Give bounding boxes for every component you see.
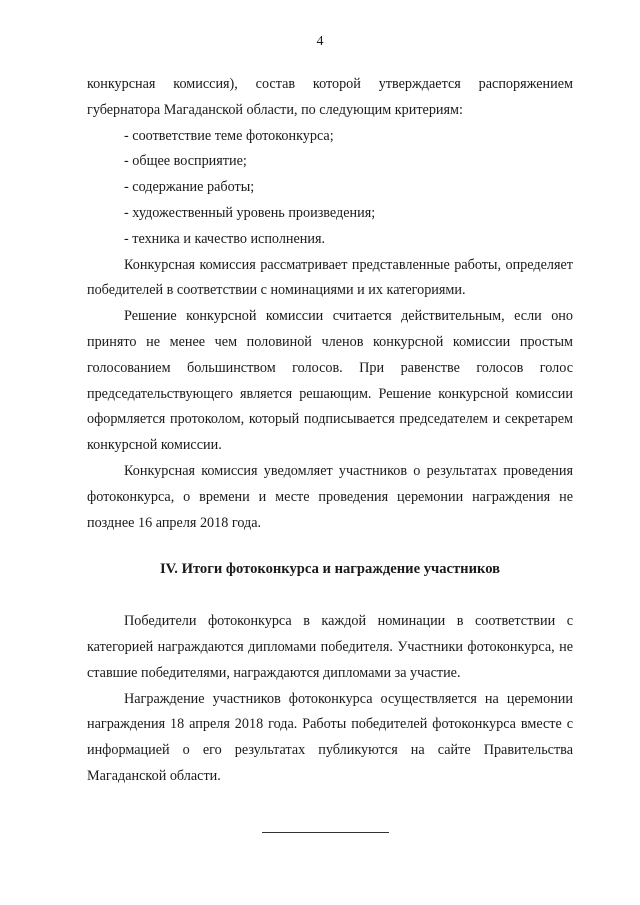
commission-notice-paragraph: Конкурсная комиссия уведомляет участников о результатах проведения фотоконкурса, о времени и месте проведения церемонии награждения не позднее 16 апреля 2018 года. [87,462,573,531]
winners-paragraph: Победители фотоконкурса в каждой номинации в соответствии с категорией награждаются дипломами победителя. Участники фотоконкурса, не ставшие победителями, награждаются дипломами за участие. [87,613,573,681]
criteria-item: - общее восприятие; [124,153,247,170]
end-of-text-rule [262,832,389,833]
criteria-item: - художественный уровень произведения; [124,204,376,221]
page-number: 4 [316,34,324,49]
criteria-item: - соответствие теме фотоконкурса; [124,127,334,144]
commission-decision-paragraph: Решение конкурсной комиссии считается действительным, если оно принято не менее чем половиной членов конкурсной комиссии простым голосованием большинством голосов. При равенстве голосов голос председательствующего является решающим. Решение конкурсной комиссии оформляется протоколом, который подписывается председателем и секретарем конкурсной комиссии. [87,308,573,454]
document-body [87,72,573,790]
ceremony-paragraph: Награждение участников фотоконкурса осуществляется на церемонии награждения 18 апреля 2018 года. Работы победителей фотоконкурса вместе с информацией о его результатах публикуются на сайте Правительства Магаданской области. [87,690,573,784]
section-heading: IV. Итоги фотоконкурса и награждение участников [159,561,501,578]
criteria-item: - содержание работы; [124,179,255,196]
intro-paragraph: конкурсная комиссия), состав которой утверждается распоряжением губернатора Магаданской области, по следующим критериям: [87,76,573,118]
criteria-list [87,124,573,253]
criteria-item: - техника и качество исполнения. [124,230,326,247]
commission-review-paragraph: Конкурсная комиссия рассматривает представленные работы, определяет победителей в соответствии с номинациями и их категориями. [87,256,573,299]
